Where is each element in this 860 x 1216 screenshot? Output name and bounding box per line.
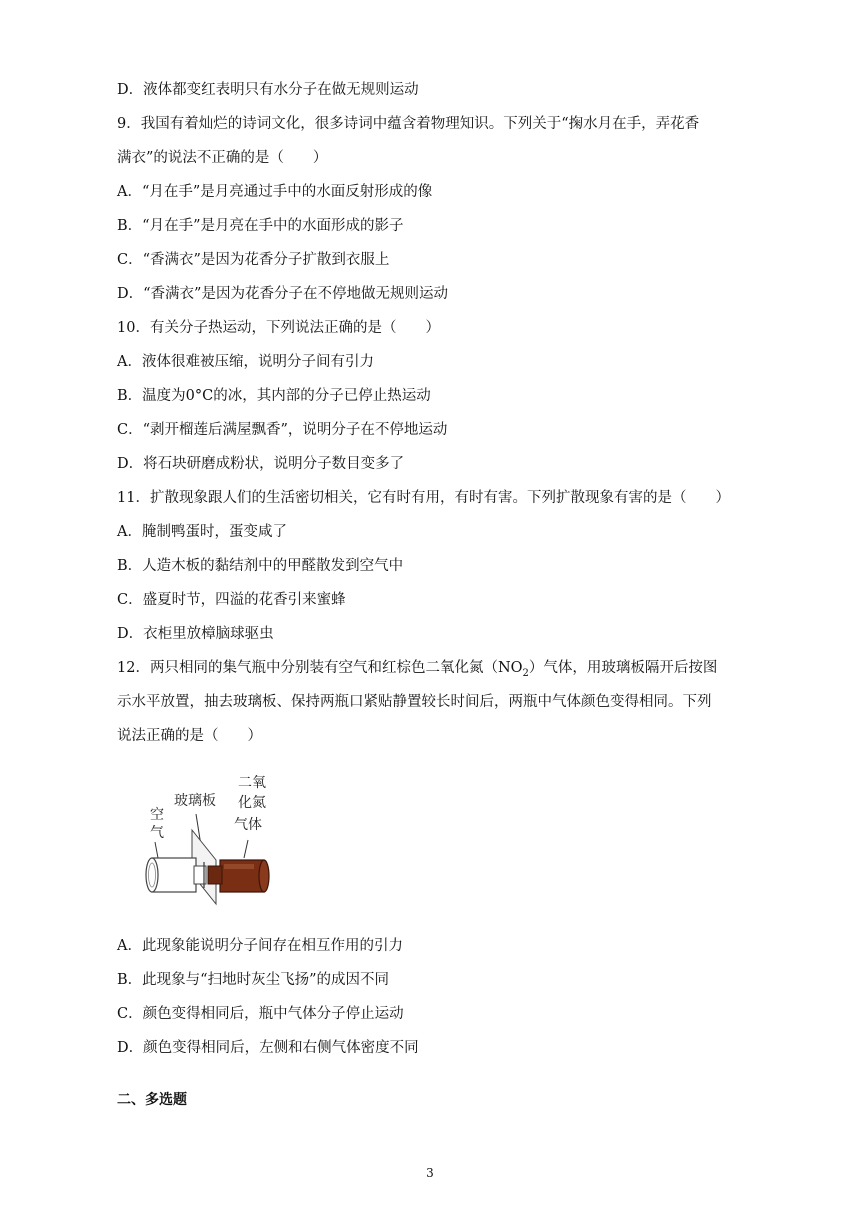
q9-stem-line2: 满衣”的说法不正确的是（ ） [117,150,328,166]
q12-option-a: A．此现象能说明分子间存在相互作用的引力 [117,938,403,954]
q11-option-c: C．盛夏时节，四溢的花香引来蜜蜂 [117,592,346,608]
q12-option-d: D．颜色变得相同后，左侧和右侧气体密度不同 [117,1040,419,1056]
q12-stem-part1: 12．两只相同的集气瓶中分别装有空气和红棕色二氧化氮（NO [117,660,523,676]
label-no2-3: 气体 [234,817,262,833]
gas-bottles-figure [138,770,278,908]
q9-stem-line1: 9．我国有着灿烂的诗词文化，很多诗词中蕴含着物理知识。下列关于“掬水月在手，弄花香 [117,116,700,132]
q9-option-b: B．“月在手”是月亮在手中的水面形成的影子 [117,218,404,234]
q12-stem-part2: ）气体，用玻璃板隔开后按图 [528,660,718,676]
bottles-drawing [138,770,278,908]
q11-stem: 11．扩散现象跟人们的生活密切相关，它有时有用，有时有害。下列扩散现象有害的是（ ） [117,490,730,506]
no2-leader-line [244,840,248,858]
q10-option-d: D．将石块研磨成粉状，说明分子数目变多了 [117,456,405,472]
q11-option-d: D．衣柜里放樟脑球驱虫 [117,626,274,642]
q12-subscript: 2 [522,667,529,679]
q9-option-c: C．“香满衣”是因为花香分子扩散到衣服上 [117,252,390,268]
q10-stem: 10．有关分子热运动，下列说法正确的是（ ） [117,320,440,336]
air-leader-line [155,842,158,858]
label-glass-plate: 玻璃板 [174,793,216,809]
q11-option-b: B．人造木板的黏结剂中的甲醛散发到空气中 [117,558,404,574]
q12-option-c: C．颜色变得相同后，瓶中气体分子停止运动 [117,1006,404,1022]
q10-option-b: B．温度为0°C的冰，其内部的分子已停止热运动 [117,388,431,404]
q9-option-a: A．“月在手”是月亮通过手中的水面反射形成的像 [117,184,433,200]
q12-option-b: B．此现象与“扫地时灰尘飞扬”的成因不同 [117,972,389,988]
label-no2-2: 化氮 [238,795,266,811]
q12-stem-line3: 说法正确的是（ ） [117,728,262,744]
q8-option-d: D．液体都变红表明只有水分子在做无规则运动 [117,82,419,98]
label-air-2: 气 [150,825,164,841]
page-number: 3 [426,1166,434,1180]
no2-bottle [208,860,269,892]
q11-option-a: A．腌制鸭蛋时，蛋变咸了 [117,524,287,540]
label-no2-1: 二氧 [238,775,266,791]
q12-stem-line2: 示水平放置，抽去玻璃板、保持两瓶口紧贴静置较长时间后，两瓶中气体颜色变得相同。下列 [117,694,712,710]
q10-option-a: A．液体很难被压缩，说明分子间有引力 [117,354,374,370]
section-heading: 二、多选题 [117,1092,187,1108]
q9-option-d: D．“香满衣”是因为花香分子在不停地做无规则运动 [117,286,448,302]
q12-stem-line1 [117,658,717,678]
label-air-1: 空 [150,807,164,823]
q10-option-c: C．“剥开榴莲后满屋飘香”，说明分子在不停地运动 [117,422,448,438]
